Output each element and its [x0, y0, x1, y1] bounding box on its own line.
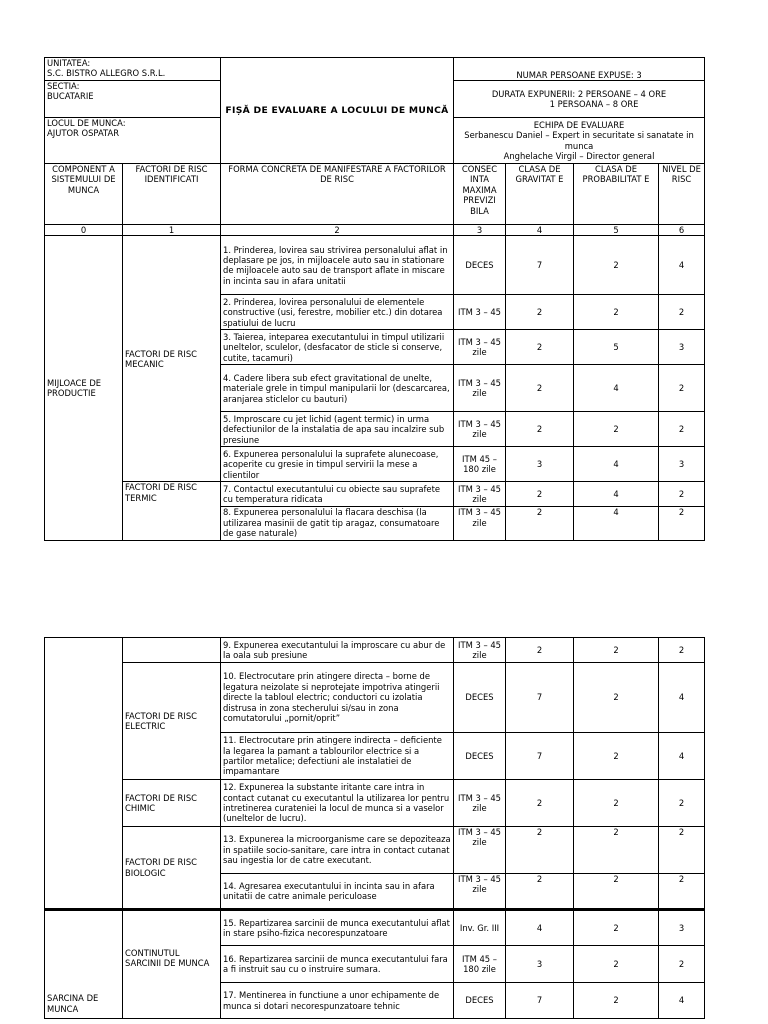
risk-description: 13. Expunerea la microorganisme care se depoziteaza in spatiile socio-sanitare, care intra in contact cutanat sau ingestia lor de catre executant.: [221, 827, 454, 874]
risk-severity: 2: [506, 874, 574, 910]
risk-description: 6. Expunerea personalului la suprafete alunecoase, acoperite cu gresie in timpul servirii la mese a clientilor: [221, 447, 454, 482]
echipa-evaluare: [454, 118, 705, 164]
factor-continut-sarcina: CONTINUTUL SARCINII DE MUNCA: [123, 910, 221, 1019]
risk-severity: 4: [506, 910, 574, 946]
risk-description: 3. Taierea, inteparea executantului in timpul utilizarii uneltelor, sculelor, (desfacator de sticle si conserve, cutite, tacamuri): [221, 330, 454, 365]
risk-severity: 2: [506, 365, 574, 412]
risk-probability: 4: [574, 447, 659, 482]
factor-electric: FACTORI DE RISC ELECTRIC: [123, 663, 221, 780]
col-header-forma: FORMA CONCRETA DE MANIFESTARE A FACTORILOR DE RISC: [221, 164, 454, 225]
risk-level: 2: [659, 780, 705, 827]
risk-severity: 7: [506, 733, 574, 780]
risk-description: 16. Repartizarea sarcinii de munca executantului fara a fi instruit sau cu o instruire sumara.: [221, 946, 454, 983]
durata-line-2: 1 PERSOANA – 8 ORE: [549, 99, 639, 109]
risk-severity: 7: [506, 663, 574, 733]
risk-consequence: DECES: [454, 983, 506, 1019]
risk-level: 3: [659, 447, 705, 482]
loc-munca-value: AJUTOR OSPATAR: [47, 128, 120, 139]
risk-severity: 3: [506, 946, 574, 983]
risk-consequence: ITM 45 – 180 zile: [454, 447, 506, 482]
risk-probability: 2: [574, 827, 659, 874]
risk-consequence: ITM 3 – 45 zile: [454, 507, 506, 541]
component-sarcina-munca: SARCINA DE MUNCA: [45, 910, 123, 1019]
risk-description: 17. Mentinerea in functiune a unor echipamente de munca si dotari necorespunzatoare tehnic: [221, 983, 454, 1019]
risk-severity: 7: [506, 236, 574, 295]
col-number: 4: [506, 225, 574, 236]
risk-probability: 2: [574, 295, 659, 330]
component-mijloace-productie: MIJLOACE DE PRODUCTIE: [45, 236, 123, 541]
risk-description: 15. Repartizarea sarcinii de munca executantului aflat in stare psiho-fizica necorespunzatoare: [221, 910, 454, 946]
risk-probability: 4: [574, 365, 659, 412]
risk-probability: 5: [574, 330, 659, 365]
col-header-gravitate: CLASA DE GRAVITAT E: [506, 164, 574, 225]
risk-consequence: ITM 3 – 45 zile: [454, 638, 506, 663]
risk-level: 4: [659, 733, 705, 780]
form-title: FIȘĂ DE EVALUARE A LOCULUI DE MUNCĂ: [221, 58, 454, 164]
risk-consequence: ITM 3 – 45 zile: [454, 412, 506, 447]
risk-level: 2: [659, 507, 705, 541]
risk-description: 12. Expunerea la substante iritante care intra in contact cutanat cu executantul la utilizarea lor pentru intretinerea curateniei la locul de munca si a vaselor (uneltelor de lucru).: [221, 780, 454, 827]
risk-probability: 2: [574, 638, 659, 663]
risk-level: 2: [659, 874, 705, 910]
risk-description: 9. Expunerea executantului la improscare cu abur de la oala sub presiune: [221, 638, 454, 663]
risk-probability: 4: [574, 507, 659, 541]
col-header-probabilitate: CLASA DE PROBABILITAT E: [574, 164, 659, 225]
risk-level: 2: [659, 827, 705, 874]
risk-severity: 2: [506, 507, 574, 541]
risk-severity: 2: [506, 482, 574, 507]
risk-severity: 7: [506, 983, 574, 1019]
risk-level: 2: [659, 482, 705, 507]
risk-consequence: Inv. Gr. III: [454, 910, 506, 946]
risk-table-page-1: [44, 57, 705, 541]
component-blank: [45, 638, 123, 910]
risk-severity: 2: [506, 330, 574, 365]
factor-biologic: FACTORI DE RISC BIOLOGIC: [123, 827, 221, 910]
risk-consequence: ITM 3 – 45 zile: [454, 482, 506, 507]
factor-chimic: FACTORI DE RISC CHIMIC: [123, 780, 221, 827]
risk-table-page-2: [44, 637, 705, 1019]
col-number: 2: [221, 225, 454, 236]
risk-description: 4. Cadere libera sub efect gravitational de unelte, materiale grele in timpul manipularii lor (descarcarea, aranjarea sticlelor cu bauturi): [221, 365, 454, 412]
risk-level: 2: [659, 365, 705, 412]
risk-severity: 2: [506, 827, 574, 874]
sectia-label: SECTIA:: [47, 81, 80, 91]
risk-description: 7. Contactul executantului cu obiecte sau suprafete cu temperatura ridicata: [221, 482, 454, 507]
col-header-factori: FACTORI DE RISC IDENTIFICATI: [123, 164, 221, 225]
risk-consequence: ITM 3 – 45 zile: [454, 874, 506, 910]
col-number: 1: [123, 225, 221, 236]
risk-level: 2: [659, 638, 705, 663]
risk-consequence: ITM 3 – 45: [454, 295, 506, 330]
risk-level: 4: [659, 663, 705, 733]
risk-severity: 2: [506, 412, 574, 447]
echipa-title: ECHIPA DE EVALUARE: [533, 119, 625, 130]
risk-probability: 2: [574, 946, 659, 983]
risk-consequence: DECES: [454, 663, 506, 733]
factor-termic: FACTORI DE RISC TERMIC: [123, 482, 221, 541]
risk-probability: 2: [574, 733, 659, 780]
risk-description: 2. Prinderea, lovirea personalului de elementele constructive (usi, ferestre, mobilier etc.) din dotarea spatiului de lucru: [221, 295, 454, 330]
col-number: 0: [45, 225, 123, 236]
risk-description: 5. Improscare cu jet lichid (agent termic) in urma defectiunilor de la instalatia de apa sau incalzire sub presiune: [221, 412, 454, 447]
echipa-member-2: Anghelache Virgil – Director general: [503, 150, 655, 161]
sectia-value: BUCATARIE: [47, 91, 94, 102]
unitate-value: S.C. BISTRO ALLEGRO S.R.L.: [47, 68, 166, 79]
risk-description: 1. Prinderea, lovirea sau strivirea personalului aflat in deplasare pe jos, in mijloacele auto sau in stationare de mijloacele auto sau de transport aflate in miscare in incinta sau in afara unitatii: [221, 236, 454, 295]
risk-level: 2: [659, 412, 705, 447]
risk-consequence: DECES: [454, 236, 506, 295]
risk-description: 8. Expunerea personalului la flacara deschisa (la utilizarea masinii de gatit tip aragaz, consumatoare de gase naturale): [221, 507, 454, 541]
loc-munca-label: LOCUL DE MUNCA:: [47, 118, 126, 128]
col-header-componenta: COMPONENT A SISTEMULUI DE MUNCA: [45, 164, 123, 225]
risk-severity: 2: [506, 295, 574, 330]
risk-level: 3: [659, 910, 705, 946]
risk-probability: 4: [574, 482, 659, 507]
risk-severity: 2: [506, 780, 574, 827]
durata-expunerii: [454, 81, 705, 118]
risk-probability: 2: [574, 412, 659, 447]
risk-consequence: ITM 3 – 45 zile: [454, 330, 506, 365]
col-header-consecinta: CONSEC INTA MAXIMA PREVIZI BILA: [454, 164, 506, 225]
risk-probability: 2: [574, 910, 659, 946]
risk-probability: 2: [574, 663, 659, 733]
risk-consequence: ITM 3 – 45 zile: [454, 780, 506, 827]
risk-level: 2: [659, 946, 705, 983]
risk-probability: 2: [574, 236, 659, 295]
risk-consequence: DECES: [454, 733, 506, 780]
risk-level: 2: [659, 295, 705, 330]
factor-mecanic: FACTORI DE RISC MECANIC: [123, 236, 221, 482]
col-number: 3: [454, 225, 506, 236]
durata-line-1: DURATA EXPUNERII: 2 PERSOANE – 4 ORE: [491, 88, 667, 99]
risk-description: 14. Agresarea executantului in incinta sau in afara unitatii de catre animale periculoase: [221, 874, 454, 910]
risk-severity: 2: [506, 638, 574, 663]
factor-blank: [123, 638, 221, 663]
risk-severity: 3: [506, 447, 574, 482]
unitate-label: UNITATEA:: [47, 58, 91, 68]
risk-consequence: ITM 3 – 45 zile: [454, 365, 506, 412]
risk-consequence: ITM 3 – 45 zile: [454, 827, 506, 874]
risk-probability: 2: [574, 983, 659, 1019]
risk-description: 11. Electrocutare prin atingere indirecta – deficiente la legarea la pamant a tablourilor electrice si a partilor metalice; defectiuni ale instalatiei de impamantare: [221, 733, 454, 780]
risk-probability: 2: [574, 780, 659, 827]
col-number: 5: [574, 225, 659, 236]
col-header-nivel: NIVEL DE RISC: [659, 164, 705, 225]
risk-description: 10. Electrocutare prin atingere directa – borne de legatura neizolate si neprotejate impotriva atingerii directe la tabloul electric; conductori cu izolatia distrusa in zona stecherului si/sau in zona comutatorului „pornit/oprit”: [221, 663, 454, 733]
persoane-expuse: NUMAR PERSOANE EXPUSE: 3: [454, 58, 705, 81]
risk-probability: 2: [574, 874, 659, 910]
unitate-cell: [45, 58, 221, 81]
col-number: 6: [659, 225, 705, 236]
risk-level: 4: [659, 983, 705, 1019]
risk-consequence: ITM 45 – 180 zile: [454, 946, 506, 983]
risk-level: 3: [659, 330, 705, 365]
risk-level: 4: [659, 236, 705, 295]
sectia-cell: [45, 81, 221, 118]
loc-munca-cell: [45, 118, 221, 164]
echipa-member-1: Serbanescu Daniel – Expert in securitate si sanatate in munca: [464, 130, 694, 151]
